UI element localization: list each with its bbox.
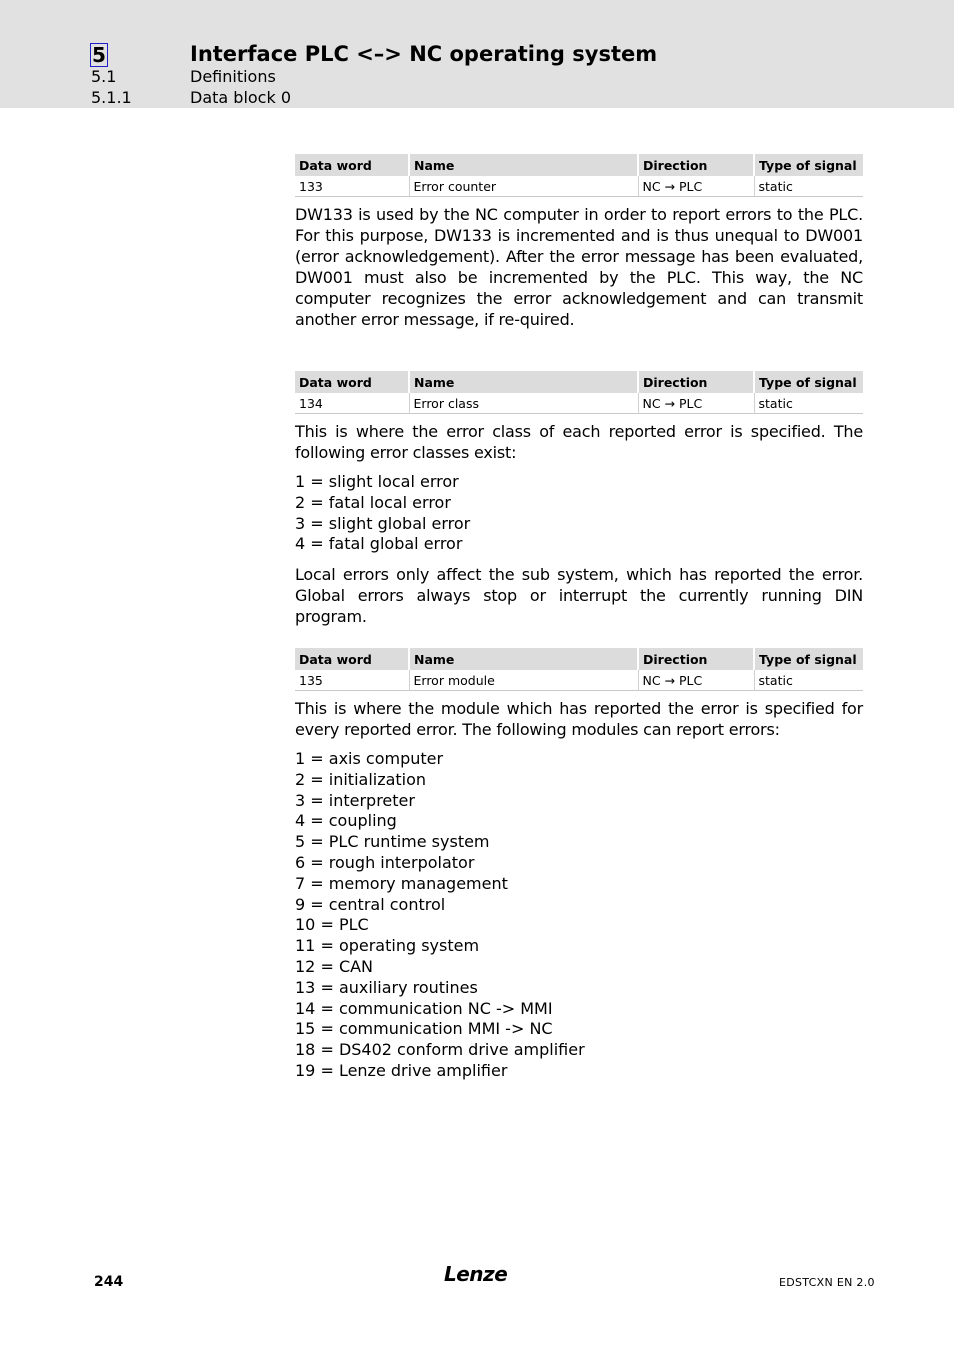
subsection-title: Data block 0 [190, 88, 292, 107]
header-data-word: Data word [295, 648, 409, 670]
cell-name: Error class [409, 393, 638, 414]
list-item: 2 = initialization [295, 769, 427, 789]
list-item: 6 = rough interpolator [295, 852, 475, 872]
data-word-table [295, 154, 863, 197]
list-item: 5 = PLC runtime system [295, 832, 490, 852]
cell-data-word: 134 [299, 395, 323, 411]
table-header-row [295, 371, 863, 393]
cell-direction: NC → PLC [638, 393, 754, 414]
list-item: 15 = communication MMI -> NC [295, 1019, 553, 1039]
list-item: 1 = slight local error [295, 472, 459, 491]
data-word-table [295, 371, 863, 414]
table-header-row [295, 648, 863, 670]
list-item: 4 = coupling [295, 811, 397, 831]
header-name: Name [409, 371, 638, 393]
error-class-list [295, 472, 863, 555]
list-item: 14 = communication NC -> MMI [295, 998, 553, 1018]
list-item: 13 = auxiliary routines [295, 977, 478, 997]
note-paragraph: Local errors only affect the sub system, which has reported the error. Global errors always stop or interrupt the currently running DIN program. [295, 565, 863, 627]
cell-name: Error module [409, 670, 638, 691]
table-header-row [295, 154, 863, 176]
list-item: 1 = axis computer [295, 749, 444, 768]
list-item: 12 = CAN [295, 956, 374, 976]
table-row [295, 670, 863, 691]
section-number: 5.1 [91, 67, 117, 86]
list-item: 19 = Lenze drive amplifier [295, 1060, 508, 1080]
dw133-section [295, 154, 863, 330]
cell-data-word: 135 [299, 672, 323, 688]
list-item: 10 = PLC [295, 915, 369, 935]
list-item: 11 = operating system [295, 936, 480, 956]
error-module-list [295, 749, 863, 1082]
header-direction: Direction [638, 154, 754, 176]
header-direction: Direction [638, 371, 754, 393]
description-paragraph: This is where the error class of each reported error is specified. The following error classes exist: [295, 422, 863, 462]
list-item: 7 = memory management [295, 873, 508, 893]
list-item: 18 = DS402 conform drive amplifier [295, 1040, 585, 1060]
header-name: Name [409, 154, 638, 176]
data-word-table [295, 648, 863, 691]
list-item: 3 = interpreter [295, 790, 415, 810]
cell-data-word: 133 [299, 178, 323, 194]
list-item: 9 = central control [295, 894, 446, 914]
header-signal-type: Type of signal [754, 648, 863, 670]
chapter-title: Interface PLC <–> NC operating system [190, 42, 658, 66]
description-paragraph: DW133 is used by the NC computer in order to report errors to the PLC. For this purpose, DW133 is incremented and is thus unequal to DW001 (error acknowledgement). After the error message has been evaluated, DW001 must also be incremented by the PLC. This way, the NC computer recognizes the error acknowledgement and can transmit another error message, if re-quired. [295, 205, 863, 329]
document-id: EDSTCXN EN 2.0 [779, 1276, 875, 1289]
dw134-section [295, 371, 863, 627]
description-paragraph: This is where the module which has reported the error is specified for every reported error. The following modules can report errors: [295, 699, 863, 739]
section-title: Definitions [190, 67, 276, 86]
cell-signal-type: static [754, 670, 863, 691]
header-name: Name [409, 648, 638, 670]
list-item: 3 = slight global error [295, 513, 471, 533]
list-item: 2 = fatal local error [295, 492, 451, 512]
dw135-section [295, 648, 863, 1082]
table-row [295, 393, 863, 414]
subsection-number: 5.1.1 [91, 88, 132, 107]
page-number: 244 [94, 1274, 124, 1290]
cell-signal-type: static [754, 393, 863, 414]
header-data-word: Data word [295, 154, 409, 176]
header-direction: Direction [638, 648, 754, 670]
cell-signal-type: static [754, 176, 863, 197]
header-data-word: Data word [295, 371, 409, 393]
cell-direction: NC → PLC [638, 176, 754, 197]
list-item: 4 = fatal global error [295, 534, 463, 554]
header-signal-type: Type of signal [754, 371, 863, 393]
lenze-logo: Lenze [444, 1262, 508, 1286]
table-row [295, 176, 863, 197]
chapter-number[interactable]: 5 [92, 43, 106, 67]
cell-direction: NC → PLC [638, 670, 754, 691]
cell-name: Error counter [409, 176, 638, 197]
header-signal-type: Type of signal [754, 154, 863, 176]
